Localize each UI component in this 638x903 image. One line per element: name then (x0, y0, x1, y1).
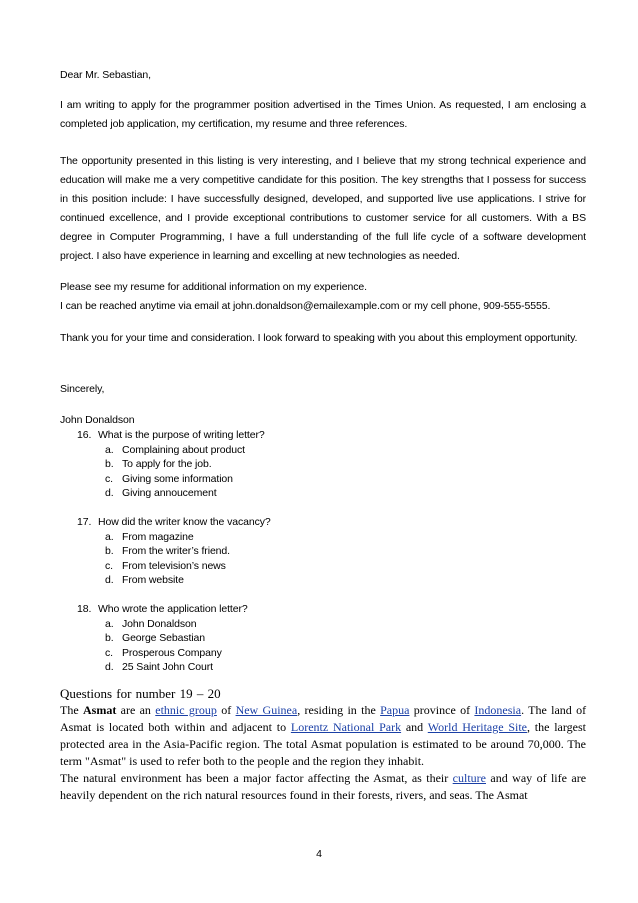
option-text: From magazine (122, 530, 194, 543)
text-residing: , residing in the (297, 703, 376, 717)
option-letter: a. (105, 530, 114, 543)
option-17d (77, 573, 497, 588)
option-text: Giving some information (122, 472, 233, 485)
text-start: The natural environment has been a major factor affecting the Asmat, as their (60, 771, 449, 785)
letter-contact-line: I can be reached anytime via email at john.donaldson@emailexample.com or my cell phone, 909-555-5555. (60, 300, 551, 312)
option-18a (77, 617, 497, 632)
question-18 (77, 602, 497, 675)
link-world-heritage-site[interactable]: World Heritage Site (427, 720, 527, 734)
option-17b (77, 544, 497, 559)
link-new-guinea[interactable]: New Guinea (235, 703, 298, 717)
link-papua[interactable]: Papua (380, 703, 410, 717)
section-heading: Questions for number 19 – 20 (60, 686, 221, 701)
option-18b (77, 631, 497, 646)
option-letter: b. (105, 545, 114, 557)
question-17-text: How did the writer know the vacancy? (98, 516, 271, 528)
option-text: George Sebastian (122, 632, 206, 644)
letter-paragraph-4: Thank you for your time and consideration. I look forward to speaking with you about this employment opportunity. (60, 332, 578, 344)
asmat-bold-term: Asmat (82, 703, 117, 717)
option-17c (77, 559, 497, 574)
text-province-of: province of (413, 703, 471, 717)
text-land: . The land of Asmat is located both within and adjacent to (60, 703, 587, 734)
asmat-paragraph-2 (60, 770, 586, 804)
option-text: John Donaldson (122, 617, 197, 630)
question-18-options (77, 617, 497, 675)
option-letter: d. (105, 487, 114, 499)
option-letter: c. (105, 646, 113, 659)
option-text: Giving annoucement (122, 487, 217, 499)
option-letter: d. (105, 574, 114, 586)
option-text: 25 Saint John Court (122, 661, 213, 673)
letter-paragraph-1: I am writing to apply for the programmer position advertised in the Times Union. As requested, I am enclosing a completed job application, my certification, my resume and three references. (60, 99, 586, 130)
link-indonesia[interactable]: Indonesia (474, 703, 522, 717)
letter-signature: John Donaldson (60, 414, 135, 426)
option-letter: c. (105, 559, 113, 572)
option-letter: c. (105, 472, 113, 485)
letter-paragraph-2: The opportunity presented in this listing is very interesting, and I believe that my strong technical experience and education will make me a very competitive candidate for this position. The key strengths that I possess for success in this position include: I have successfully designed, developed, and supported live use applications. I strive for continued excellence, and I provide exceptional contributions to customer service for all customers. With a BS degree in Computer Programming, I have a full understanding of the full life cycle of a software development project. I also have experience in learning and excelling at new technologies as needed. (60, 155, 586, 262)
text-rest: , the largest protected area in the Asia-Pacific region. The total Asmat population is estimated to be around 70,000. The term "Asmat" is used to refer both to the people and the region they inhabit. (60, 720, 586, 768)
option-letter: d. (105, 661, 114, 673)
question-18-text: Who wrote the application letter? (98, 603, 248, 615)
question-16-stem (77, 428, 497, 443)
text-rest: and way of life are heavily dependent on the rich natural resources found in their forests, rivers, and seas. The Asmat (60, 771, 587, 802)
text-the: The (60, 703, 79, 717)
option-text: To apply for the job. (122, 458, 212, 470)
letter-paragraph-3-line-1: Please see my resume for additional information on my experience. (60, 281, 367, 293)
question-16-options (77, 443, 497, 501)
link-culture[interactable]: culture (452, 771, 486, 785)
text-of: of (221, 703, 232, 717)
option-16b (77, 457, 497, 472)
option-letter: a. (105, 617, 114, 630)
letter-paragraph-3 (60, 278, 586, 316)
letter-salutation: Dear Mr. Sebastian, (60, 69, 151, 81)
option-17a (77, 530, 497, 545)
link-ethnic-group[interactable]: ethnic group (155, 703, 217, 717)
text-and: and (405, 720, 424, 734)
question-17-options (77, 530, 497, 588)
option-16a (77, 443, 497, 458)
option-18d (77, 660, 497, 675)
question-18-number: 18. (77, 603, 92, 615)
option-text: From television’s news (122, 559, 226, 572)
option-16c (77, 472, 497, 487)
question-16-text: What is the purpose of writing letter? (98, 429, 265, 441)
question-17 (77, 515, 497, 588)
question-16 (77, 428, 497, 501)
question-16-number: 16. (77, 429, 92, 441)
letter-closing: Sincerely, (60, 383, 105, 395)
text-are-an: are an (120, 703, 151, 717)
question-17-stem (77, 515, 497, 530)
question-18-stem (77, 602, 497, 617)
asmat-paragraph-1 (60, 702, 586, 770)
option-letter: b. (105, 458, 114, 470)
option-text: Prosperous Company (122, 646, 222, 659)
option-letter: b. (105, 632, 114, 644)
option-letter: a. (105, 443, 114, 456)
option-text: From the writer’s friend. (122, 545, 230, 557)
option-16d (77, 486, 497, 501)
page-number: 4 (316, 848, 322, 860)
option-18c (77, 646, 497, 661)
option-text: Complaining about product (122, 443, 245, 456)
link-lorentz-national-park[interactable]: Lorentz National Park (290, 720, 402, 734)
question-17-number: 17. (77, 516, 92, 528)
option-text: From website (122, 574, 184, 586)
